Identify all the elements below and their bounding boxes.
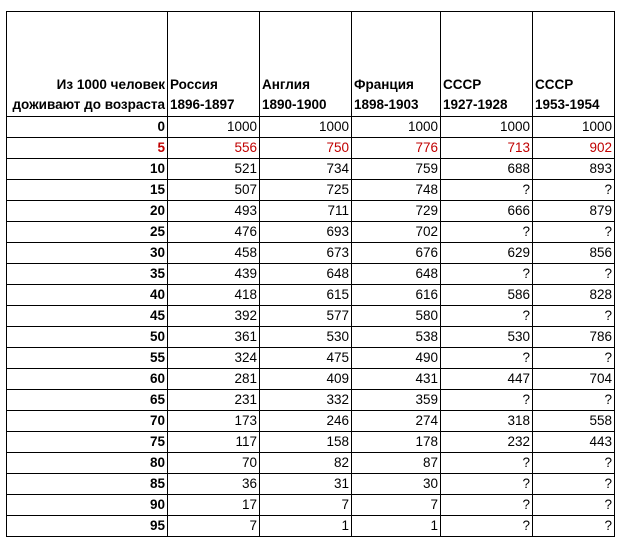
value-cell: 673 <box>260 243 352 264</box>
value-cell: 1000 <box>441 117 533 138</box>
value-cell: ? <box>533 222 615 243</box>
country-column-header <box>168 12 260 117</box>
value-cell: ? <box>441 306 533 327</box>
table-row <box>7 453 615 474</box>
value-cell: 648 <box>352 264 441 285</box>
value-cell: 1000 <box>260 117 352 138</box>
value-cell: 693 <box>260 222 352 243</box>
value-cell: 36 <box>168 474 260 495</box>
table-row <box>7 159 615 180</box>
age-cell: 90 <box>7 495 168 516</box>
age-cell: 20 <box>7 201 168 222</box>
column-header-name: Франция <box>354 77 414 92</box>
value-cell: ? <box>533 306 615 327</box>
column-header-name: Англия <box>262 77 310 92</box>
value-cell: 1 <box>260 516 352 537</box>
value-cell: ? <box>533 516 615 537</box>
value-cell: 507 <box>168 180 260 201</box>
value-cell: ? <box>441 264 533 285</box>
age-cell: 5 <box>7 138 168 159</box>
value-cell: 232 <box>441 432 533 453</box>
column-header-period: 1898-1903 <box>354 97 419 112</box>
value-cell: 786 <box>533 327 615 348</box>
table-row <box>7 117 615 138</box>
value-cell: ? <box>441 180 533 201</box>
value-cell: 318 <box>441 411 533 432</box>
table-row <box>7 285 615 306</box>
value-cell: 281 <box>168 369 260 390</box>
value-cell: 558 <box>533 411 615 432</box>
value-cell: 476 <box>168 222 260 243</box>
value-cell: 704 <box>533 369 615 390</box>
value-cell: 759 <box>352 159 441 180</box>
value-cell: 7 <box>352 495 441 516</box>
value-cell: 902 <box>533 138 615 159</box>
value-cell: 1000 <box>168 117 260 138</box>
age-cell: 75 <box>7 432 168 453</box>
column-header-period: 1890-1900 <box>262 97 327 112</box>
value-cell: 490 <box>352 348 441 369</box>
value-cell: 713 <box>441 138 533 159</box>
column-header-name: СССР <box>443 77 482 92</box>
table-row <box>7 180 615 201</box>
value-cell: 750 <box>260 138 352 159</box>
value-cell: 392 <box>168 306 260 327</box>
value-cell: 538 <box>352 327 441 348</box>
table-row <box>7 327 615 348</box>
value-cell: 521 <box>168 159 260 180</box>
value-cell: 443 <box>533 432 615 453</box>
value-cell: ? <box>533 453 615 474</box>
value-cell: 332 <box>260 390 352 411</box>
table-row <box>7 264 615 285</box>
value-cell: 431 <box>352 369 441 390</box>
country-column-header <box>260 12 352 117</box>
age-cell: 40 <box>7 285 168 306</box>
value-cell: 439 <box>168 264 260 285</box>
table-row <box>7 138 615 159</box>
value-cell: 458 <box>168 243 260 264</box>
value-cell: ? <box>441 474 533 495</box>
value-cell: ? <box>533 495 615 516</box>
age-header-line1: Из 1000 человек <box>56 77 165 92</box>
age-cell: 45 <box>7 306 168 327</box>
value-cell: ? <box>441 495 533 516</box>
value-cell: 158 <box>260 432 352 453</box>
value-cell: 734 <box>260 159 352 180</box>
table-row <box>7 411 615 432</box>
column-header-period: 1896-1897 <box>170 97 235 112</box>
table-row <box>7 369 615 390</box>
value-cell: ? <box>441 348 533 369</box>
age-cell: 55 <box>7 348 168 369</box>
value-cell: 361 <box>168 327 260 348</box>
value-cell: 274 <box>352 411 441 432</box>
value-cell: 7 <box>260 495 352 516</box>
value-cell: 729 <box>352 201 441 222</box>
table-row <box>7 432 615 453</box>
age-cell: 80 <box>7 453 168 474</box>
value-cell: 82 <box>260 453 352 474</box>
value-cell: 117 <box>168 432 260 453</box>
value-cell: 178 <box>352 432 441 453</box>
value-cell: 776 <box>352 138 441 159</box>
value-cell: 556 <box>168 138 260 159</box>
age-cell: 15 <box>7 180 168 201</box>
value-cell: 70 <box>168 453 260 474</box>
value-cell: 615 <box>260 285 352 306</box>
value-cell: 530 <box>260 327 352 348</box>
column-header-period: 1953-1954 <box>535 97 600 112</box>
value-cell: 828 <box>533 285 615 306</box>
value-cell: 676 <box>352 243 441 264</box>
value-cell: 616 <box>352 285 441 306</box>
value-cell: 629 <box>441 243 533 264</box>
value-cell: ? <box>441 453 533 474</box>
age-cell: 10 <box>7 159 168 180</box>
survival-table <box>6 11 615 537</box>
value-cell: 173 <box>168 411 260 432</box>
age-cell: 50 <box>7 327 168 348</box>
age-cell: 25 <box>7 222 168 243</box>
age-cell: 35 <box>7 264 168 285</box>
age-cell: 65 <box>7 390 168 411</box>
age-cell: 0 <box>7 117 168 138</box>
table-row <box>7 495 615 516</box>
value-cell: 879 <box>533 201 615 222</box>
age-column-header <box>7 12 168 117</box>
value-cell: 447 <box>441 369 533 390</box>
value-cell: 1 <box>352 516 441 537</box>
value-cell: 648 <box>260 264 352 285</box>
header-row <box>7 12 615 117</box>
value-cell: 725 <box>260 180 352 201</box>
country-column-header <box>352 12 441 117</box>
table-row <box>7 243 615 264</box>
value-cell: 580 <box>352 306 441 327</box>
age-cell: 95 <box>7 516 168 537</box>
value-cell: ? <box>533 180 615 201</box>
column-header-period: 1927-1928 <box>443 97 508 112</box>
table-row <box>7 306 615 327</box>
value-cell: 17 <box>168 495 260 516</box>
value-cell: 856 <box>533 243 615 264</box>
age-cell: 70 <box>7 411 168 432</box>
value-cell: 711 <box>260 201 352 222</box>
value-cell: 324 <box>168 348 260 369</box>
value-cell: 7 <box>168 516 260 537</box>
age-cell: 30 <box>7 243 168 264</box>
value-cell: 246 <box>260 411 352 432</box>
value-cell: ? <box>533 264 615 285</box>
value-cell: 893 <box>533 159 615 180</box>
value-cell: 586 <box>441 285 533 306</box>
table-row <box>7 474 615 495</box>
age-header-line2: доживают до возраста <box>12 97 165 112</box>
value-cell: 748 <box>352 180 441 201</box>
value-cell: 359 <box>352 390 441 411</box>
table-row <box>7 516 615 537</box>
value-cell: ? <box>441 516 533 537</box>
table-row <box>7 390 615 411</box>
value-cell: ? <box>533 390 615 411</box>
value-cell: 530 <box>441 327 533 348</box>
country-column-header <box>533 12 615 117</box>
age-cell: 60 <box>7 369 168 390</box>
country-column-header <box>441 12 533 117</box>
value-cell: 577 <box>260 306 352 327</box>
value-cell: 1000 <box>533 117 615 138</box>
value-cell: 30 <box>352 474 441 495</box>
value-cell: ? <box>441 390 533 411</box>
value-cell: ? <box>533 474 615 495</box>
value-cell: 231 <box>168 390 260 411</box>
value-cell: ? <box>441 222 533 243</box>
value-cell: 475 <box>260 348 352 369</box>
value-cell: 87 <box>352 453 441 474</box>
age-cell: 85 <box>7 474 168 495</box>
value-cell: 418 <box>168 285 260 306</box>
value-cell: ? <box>533 348 615 369</box>
table-row <box>7 201 615 222</box>
value-cell: 31 <box>260 474 352 495</box>
value-cell: 493 <box>168 201 260 222</box>
table-row <box>7 222 615 243</box>
table-row <box>7 348 615 369</box>
value-cell: 688 <box>441 159 533 180</box>
value-cell: 702 <box>352 222 441 243</box>
table-body <box>7 12 615 537</box>
value-cell: 1000 <box>352 117 441 138</box>
column-header-name: Россия <box>170 77 218 92</box>
column-header-name: СССР <box>535 77 574 92</box>
value-cell: 666 <box>441 201 533 222</box>
value-cell: 409 <box>260 369 352 390</box>
